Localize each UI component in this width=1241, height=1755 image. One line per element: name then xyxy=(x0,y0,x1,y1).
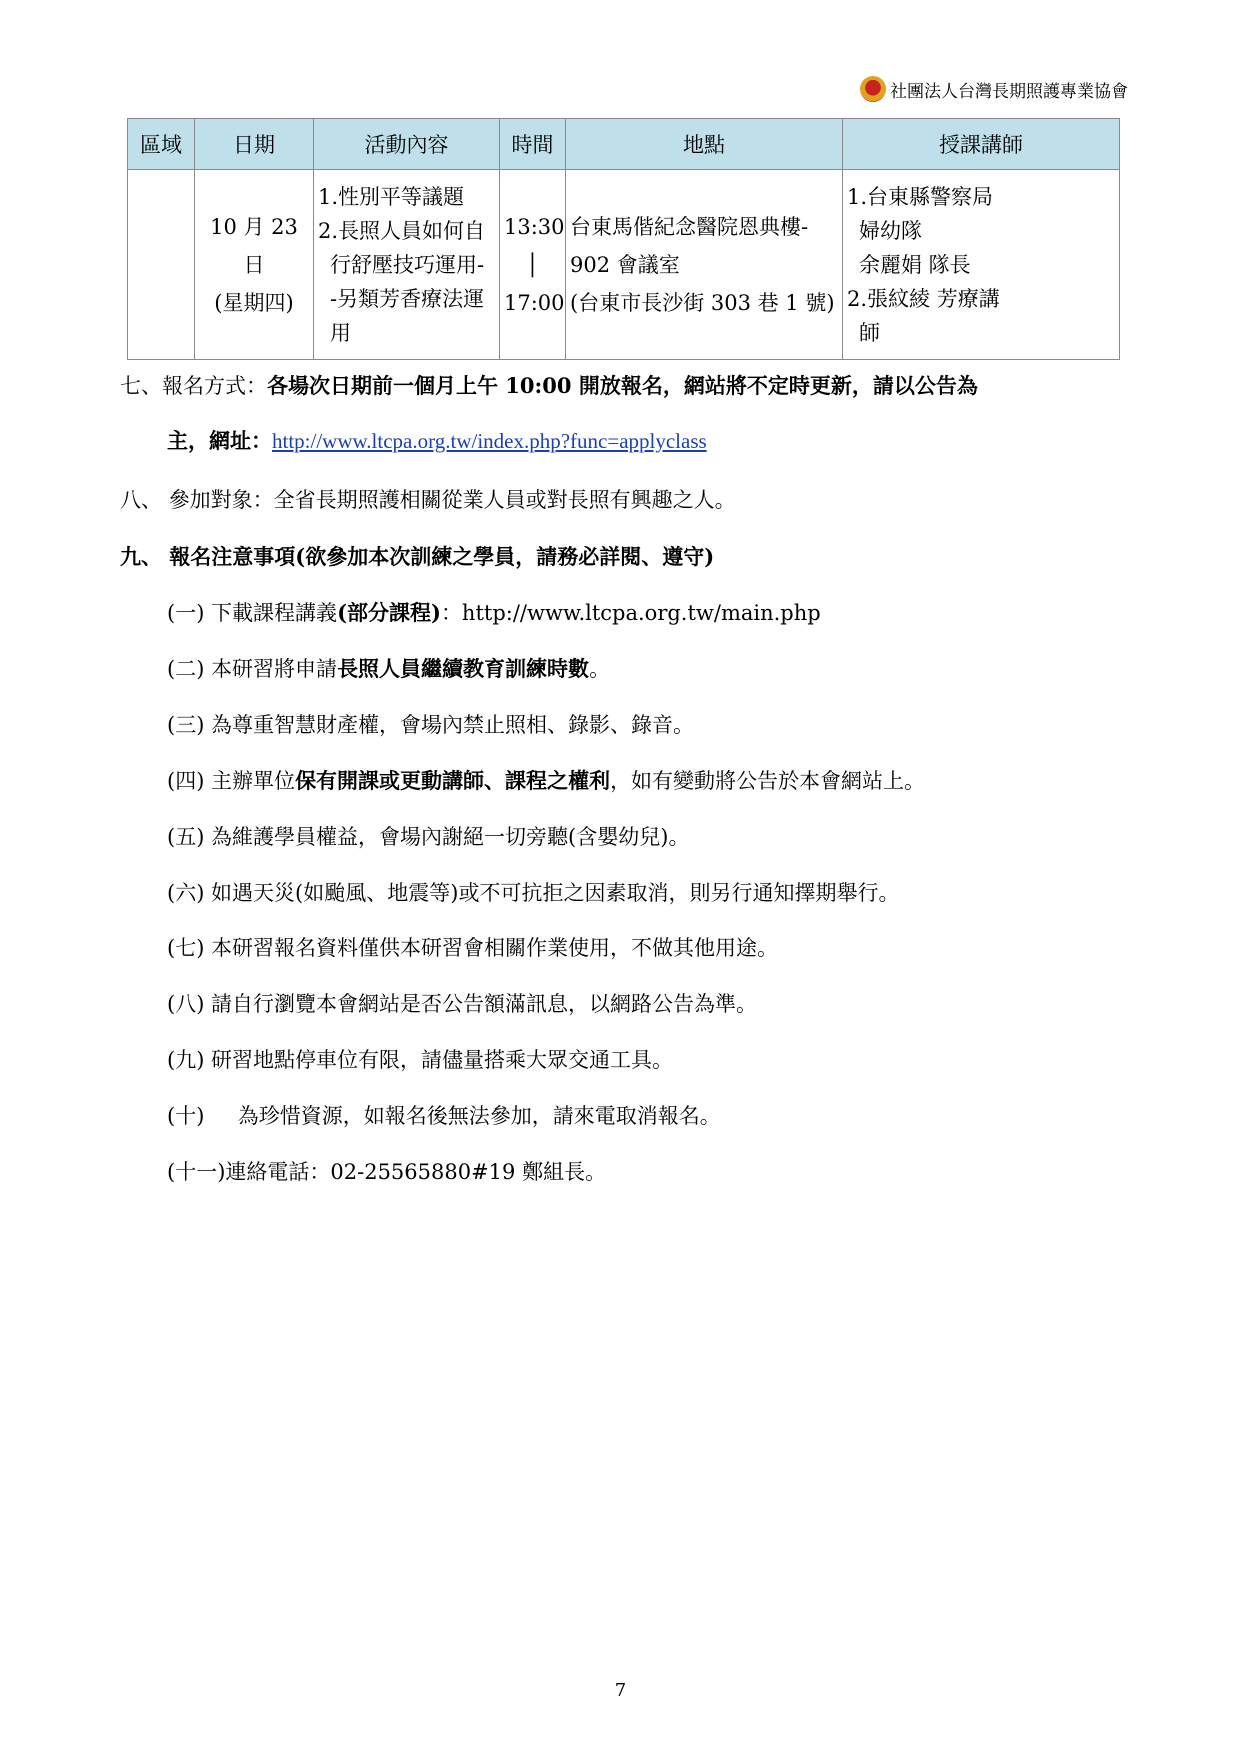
note-text: (四) 主辦單位 xyxy=(167,769,296,793)
note-item xyxy=(167,653,610,683)
note-item: (六) 如遇天災(如颱風、地震等)或不可抗拒之因素取消，則另行通知擇期舉行。 xyxy=(167,881,900,905)
cell-date xyxy=(195,170,314,360)
note-item: (三) 為尊重智慧財產權，會場內禁止照相、錄影、錄音。 xyxy=(167,713,695,737)
note-text: (二) 本研習將申請 xyxy=(167,657,338,681)
content-line: 2.長照人員如何自 xyxy=(318,218,486,243)
cell-lecturer xyxy=(843,170,1120,360)
note-text: 。 xyxy=(589,657,611,681)
time-separator: │ xyxy=(526,252,539,277)
note-item: (十) 為珍惜資源，如報名後無法參加，請來電取消報名。 xyxy=(167,1104,721,1128)
location-line: 902 會議室 xyxy=(570,252,680,277)
schedule-table xyxy=(127,118,1120,360)
header-date: 日期 xyxy=(195,119,314,170)
cell-area xyxy=(128,170,195,360)
association-logo-icon xyxy=(860,76,886,102)
content-line: 用 xyxy=(330,320,351,345)
note-item: (十一)連絡電話：02-25565880#19 鄭組長。 xyxy=(167,1160,607,1184)
cell-location xyxy=(566,170,843,360)
page-header xyxy=(860,76,1128,102)
date-line: 10 月 23 日 xyxy=(210,214,298,277)
location-line: (台東市長沙街 303 巷 1 號) xyxy=(570,290,835,315)
lecturer-line: 師 xyxy=(859,320,880,345)
header-location: 地點 xyxy=(566,119,843,170)
lecturer-line: 2.張紋綾 芳療講 xyxy=(847,286,1000,311)
table-row xyxy=(128,170,1120,360)
location-line: 台東馬偕紀念醫院恩典樓- xyxy=(570,214,809,239)
registration-url-line xyxy=(167,425,707,455)
registration-link[interactable]: http://www.ltcpa.org.tw/index.php?func=applyclass xyxy=(272,429,707,453)
cell-content xyxy=(314,170,500,360)
section-eligibility: 八、 參加對象：全省長期照護相關從業人員或對長照有興趣之人。 xyxy=(120,488,736,512)
time-start: 13:30 xyxy=(504,214,565,239)
header-time: 時間 xyxy=(500,119,566,170)
header-lecturer: 授課講師 xyxy=(843,119,1120,170)
section-notes-title: 九、 報名注意事項(欲參加本次訓練之學員，請務必詳閱、遵守) xyxy=(120,544,715,569)
content-line: 行舒壓技巧運用- xyxy=(330,252,485,277)
note-item: (五) 為維護學員權益，會場內謝絕一切旁聽(含嬰幼兒)。 xyxy=(167,825,690,849)
note-bold: 長照人員繼續教育訓練時數 xyxy=(337,656,590,681)
table-header-row xyxy=(128,119,1120,170)
note-item: (七) 本研習報名資料僅供本研習會相關作業使用，不做其他用途。 xyxy=(167,936,779,960)
page-number: 7 xyxy=(614,1680,627,1701)
note-text: (一) 下載課程講義 xyxy=(167,601,338,625)
weekday-line: (星期四) xyxy=(214,290,294,315)
note-bold: (部分課程) xyxy=(337,600,441,625)
lecturer-line: 1.台東縣警察局 xyxy=(847,184,994,209)
header-area: 區域 xyxy=(128,119,195,170)
note-item xyxy=(167,765,925,795)
note-item: (九) 研習地點停車位有限，請儘量搭乘大眾交通工具。 xyxy=(167,1048,674,1072)
cell-time xyxy=(500,170,566,360)
note-text: ：http://www.ltcpa.org.tw/main.php xyxy=(440,601,821,625)
note-bold: 保有開課或更動講師、課程之權利 xyxy=(295,768,611,793)
content-line: -另類芳香療法運 xyxy=(330,286,485,311)
time-end: 17:00 xyxy=(504,290,565,315)
registration-text: 各場次日期前一個月上午 10:00 開放報名，網站將不定時更新，請以公告為 xyxy=(267,373,978,398)
section-registration xyxy=(120,370,978,400)
registration-label: 七、報名方式： xyxy=(120,374,267,398)
org-name: 社團法人台灣長期照護專業協會 xyxy=(890,81,1128,102)
content-line: 1.性別平等議題 xyxy=(318,184,465,209)
lecturer-line: 余麗娟 隊長 xyxy=(859,252,971,277)
note-text: ，如有變動將公告於本會網站上。 xyxy=(610,769,926,793)
header-content: 活動內容 xyxy=(314,119,500,170)
note-item: (八) 請自行瀏覽本會網站是否公告額滿訊息，以網路公告為準。 xyxy=(167,992,758,1016)
note-item xyxy=(167,597,821,627)
registration-url-label: 主，網址： xyxy=(167,428,272,453)
lecturer-line: 婦幼隊 xyxy=(859,218,922,243)
